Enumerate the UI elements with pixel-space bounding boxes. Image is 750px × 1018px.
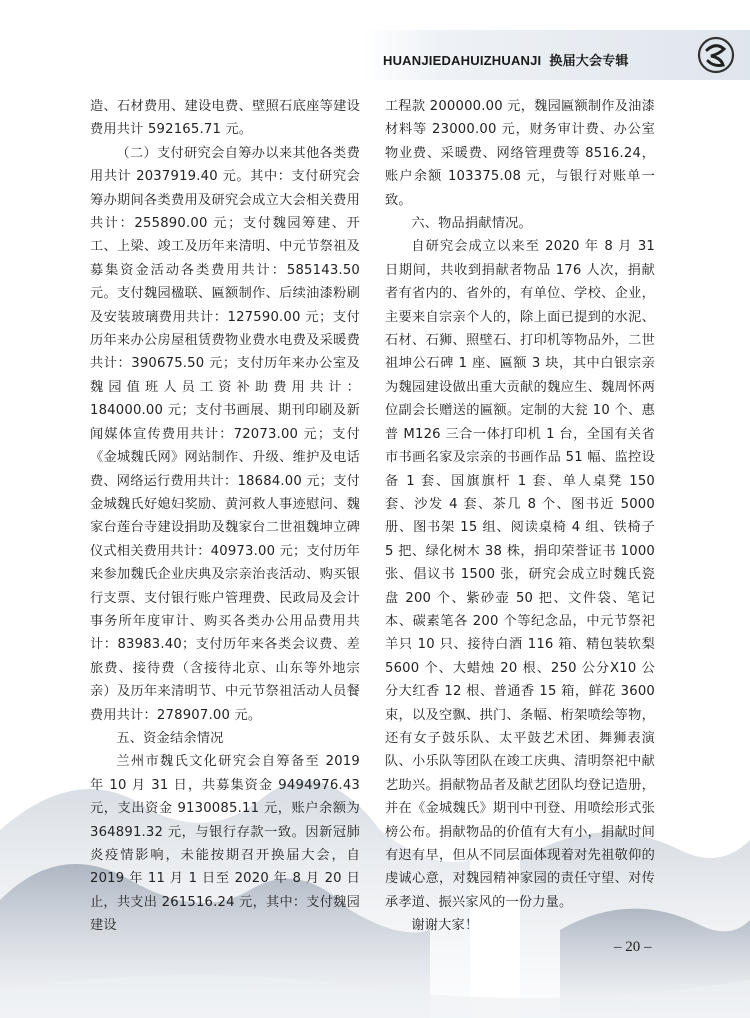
paragraph-balance-continued: 工程款 200000.00 元，魏园匾额制作及油漆材料等 23000.00 元，财务审计费、办公室物业费、采暖费、网络管理费等 8516.24，账户余额 103375.08 元，与银行对账单一致。 <box>385 99 655 208</box>
paragraph-fund-balance: 兰州市魏氏文化研究会自筹备至 2019 年 10 月 31 日，共募集资金 9494976.43 元，支出资金 9130085.11 元，账户余额为 364891.32 元，与银行存款一致。因新冠肺炎疫情影响，未能按期召开换届大会，自 2019 年 11 月 1 日至 2020 年 8 月 20 日止，共支出 261516.24 元，其中：支付魏园建设 <box>90 754 360 934</box>
calligraphy-seal-logo <box>697 36 735 74</box>
header-title: HUANJIEDAHUIZHUANJI <box>383 53 542 68</box>
closing-thanks: 谢谢大家！ <box>411 918 479 934</box>
page-number: – 20 – <box>614 939 652 955</box>
paragraph-materials-cost: 造、石材费用、建设电费、壁照石底座等建设费用共计 592165.71 元。 <box>90 99 360 138</box>
heading-donations: 六、物品捐献情况。 <box>411 216 532 232</box>
paragraph-donations: 自研究会成立以来至 2020 年 8 月 31 日期间，共收到捐献者物品 176 人次，捐献者有省内的、省外的，有单位、学校、企业，主要来自宗亲个人的，除上面已提到的水泥、石材、石狮、照壁石、打印机等物品外，二世祖坤公石碑 1 座、匾额 3 块，其中白银宗亲为魏园建设做出重大贡献的魏应生、魏周怀两位副会长赠送的匾额。定制的大瓮 10 个、惠普 M126 三合一体打印机 1 台，全国有关省市书画名家及宗亲的书画作品 51 幅、监控设备 1 套、国旗旗杆 1 套、单人桌凳 150 套、沙发 4 套、茶几 8 个、图书近 5000 册、图书架 15 组、阅读桌椅 4 组、铁椅子 5 把、绿化树木 38 株，捐印荣誉证书 1000 张、倡议书 1500 张，研究会成立时魏氏瓷盘 200 个、紫砂壶 50 把、文件袋、笔记本、碳素笔各 200 个等纪念品，中元节祭祀羊只 10 只、接待白酒 116 箱、精包装软梨 5600 个、大蜡烛 20 根、250 公分X10 公分大红香 12 根、普通香 15 箱，鲜花 3600 束，以及空飘、拱门、条幅、桁架喷绘等物，还有女子鼓乐队、太平鼓艺术团、舞狮表演队、小乐队等团队在竣工庆典、清明祭祀中献艺助兴。捐献物品者及献艺团队均登记造册，并在《金城魏氏》期刊中刊登、用喷绘形式张榜公布。捐献物品的价值有大有小，捐献时间有迟有早，但从不同层面体现着对先祖敬仰的虔诚心意，对魏园精神家园的责任守望、对传承孝道、振兴家风的一份力量。 <box>385 239 655 910</box>
heading-fund-balance: 五、资金结余情况 <box>116 730 224 746</box>
running-header <box>383 50 629 69</box>
paragraph-other-expenses: （二）支付研究会自筹办以来其他各类费用共计 2037919.40 元。其中：支付研究会筹办期间各类费用及研究会成立大会相关费用共计：255890.00 元；支付魏园筹建、开工、上梁、竣工及历年来清明、中元节祭祖及募集资金活动各类费用共计：585143.50 元。支付魏园楹联、匾额制作、后续油漆粉刷及安装玻璃费用共计：127590.00 元；支付历年来办公房屋租赁费物业费水电费及采暖费共计：390675.50 元；支付历年来办公室及魏园值班人员工资补助费用共计：184000.00 元；支付书画展、期刊印刷及新闻媒体宣传费用共计：72073.00 元；支付《金城魏氏网》网站制作、升级、维护及电话费、网络运行费用共计：18684.00 元；支付金城魏氏好媳妇奖励、黄河救人事迹慰问、魏家台莲台寺建设捐助及魏家台二世祖魏坤立碑仪式相关费用共计：40973.00 元；支付历年来参加魏氏企业庆典及宗亲治丧活动、购买银行支票、支付银行账户管理费、民政局及会计事务所年度审计、购买各类办公用品费用共计：83983.40；支付历年来各类会议费、差旅费、接待费（含接待北京、山东等外地宗亲）及历年来清明节、中元节祭祖活动人员餐费用共计：278907.00 元。 <box>90 145 360 723</box>
left-column <box>90 95 360 938</box>
header-subtitle: 换届大会专辑 <box>549 54 629 69</box>
right-column <box>385 95 655 938</box>
